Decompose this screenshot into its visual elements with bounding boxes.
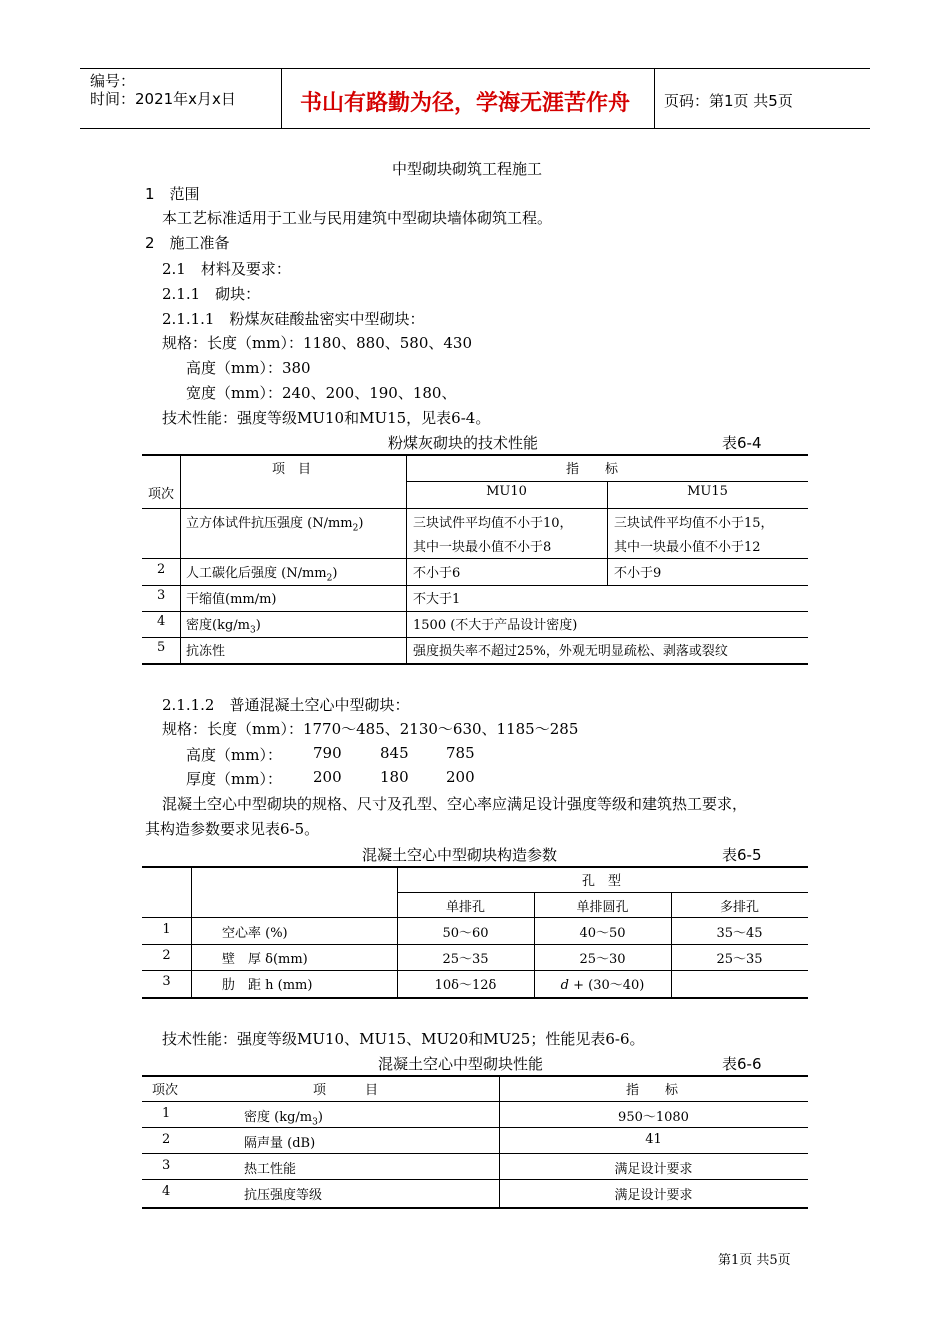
t64-r2-mu10: 不小于6 xyxy=(413,566,461,581)
spec2-thickness-label: 厚度（mm）： xyxy=(186,770,282,788)
table-6-5-number: 表6-5 xyxy=(722,846,762,864)
paragraph-line1: 混凝土空心中型砌块的规格、尺寸及孔型、空心率应满足设计强度等级和建筑热工要求， xyxy=(162,795,748,813)
t65-header-col3: 多排孔 xyxy=(719,900,759,915)
t65-r3-item: 肋 距 h (mm) xyxy=(222,978,313,993)
t64-r3-item: 干缩值(mm/m) xyxy=(186,592,277,607)
t65-r3-col1: 10δ～12δ xyxy=(434,978,497,993)
t66-r4-index: 4 xyxy=(162,1184,171,1199)
table-6-4-title: 粉煤灰砌块的技术性能 xyxy=(388,434,539,452)
spec2-thickness-2: 180 xyxy=(380,768,409,786)
spec2-height-2: 845 xyxy=(380,744,409,762)
t64-header-mu15: MU15 xyxy=(687,484,728,499)
t65-header-hole-type: 孔 型 xyxy=(582,874,622,889)
t64-r2-index: 2 xyxy=(157,562,166,577)
paragraph-line2: 其构造参数要求见表6-5。 xyxy=(145,820,320,838)
footer-page-number: 第1页 共5页 xyxy=(718,1253,791,1268)
perf2: 技术性能：强度等级MU10、MU15、MU20和MU25；性能见表6-6。 xyxy=(162,1030,645,1048)
t65-r2-col3: 25～35 xyxy=(716,952,763,967)
t65-r3-index: 3 xyxy=(162,974,171,989)
t64-header-item: 项 目 xyxy=(272,462,312,477)
t64-r1-mu10-line2: 其中一块最小值不小于8 xyxy=(413,540,552,555)
spec1-height: 高度（mm）：380 xyxy=(186,359,311,377)
t65-r2-index: 2 xyxy=(162,948,171,963)
section-2-1-1-2: 2.1.1.2 普通混凝土空心中型砌块： xyxy=(162,696,410,714)
t66-r1-index: 1 xyxy=(162,1106,171,1121)
spec1-length: 规格：长度（mm）：1180、880、580、430 xyxy=(162,334,473,352)
t65-r2-item: 壁 厚 δ(mm) xyxy=(222,952,308,967)
t66-r4-item: 抗压强度等级 xyxy=(244,1188,323,1203)
t64-header-mu10: MU10 xyxy=(486,484,527,499)
t64-r1-mu15-line1: 三块试件平均值不小于15， xyxy=(614,516,774,531)
t64-r2-mu15: 不小于9 xyxy=(614,566,662,581)
section-2-1: 2.1 材料及要求： xyxy=(162,260,291,278)
table-6-5-title: 混凝土空心中型砌块构造参数 xyxy=(362,846,558,864)
t66-header-index: 项次 xyxy=(152,1083,179,1098)
t64-r1-mu10-line1: 三块试件平均值不小于10， xyxy=(413,516,573,531)
t64-r1-item: 立方体试件抗压强度 $(N/mm_2)$ xyxy=(186,516,364,534)
t65-r2-col2: 25～30 xyxy=(579,952,626,967)
t64-r4-index: 4 xyxy=(157,614,166,629)
section-2-heading: 2 施工准备 xyxy=(145,234,230,252)
t65-r2-col1: 25～35 xyxy=(442,952,489,967)
t66-r3-index: 3 xyxy=(162,1158,171,1173)
t65-r1-col2: 40～50 xyxy=(579,926,626,941)
spec2-height-1: 790 xyxy=(313,744,342,762)
t64-r5-index: 5 xyxy=(157,640,166,655)
t64-header-indicator: 指 标 xyxy=(566,462,619,477)
t66-header-item: 项 目 xyxy=(313,1083,379,1098)
table-6-6-number: 表6-6 xyxy=(722,1055,762,1073)
t64-r2-item: 人工碳化后强度 $(N/mm_2)$ xyxy=(186,566,338,584)
t65-header-col1: 单排孔 xyxy=(445,900,485,915)
spec2-thickness-3: 200 xyxy=(446,768,475,786)
table-6-4-number: 表6-4 xyxy=(722,434,762,452)
t66-r3-value: 满足设计要求 xyxy=(614,1162,693,1177)
spec2-length: 规格：长度（mm）：1770～485、2130～630、1185～285 xyxy=(162,720,579,738)
t64-r5-item: 抗冻性 xyxy=(186,644,226,659)
number-label: 编号： xyxy=(90,72,136,90)
t64-header-index: 项次 xyxy=(148,487,175,502)
spec2-height-3: 785 xyxy=(446,744,475,762)
section-1-text: 本工艺标准适用于工业与民用建筑中型砌块墙体砌筑工程。 xyxy=(162,209,553,227)
t66-r1-value: 950～1080 xyxy=(618,1110,689,1125)
table-6-6-title: 混凝土空心中型砌块性能 xyxy=(378,1055,544,1073)
t65-r1-item: 空心率 (%) xyxy=(222,926,288,941)
t66-r2-value: 41 xyxy=(645,1132,662,1147)
spec1-width: 宽度（mm）：240、200、190、180、 xyxy=(186,384,457,402)
section-2-1-1: 2.1.1 砌块： xyxy=(162,285,261,303)
time-label: 时间：2021年x月x日 xyxy=(90,90,236,108)
perf1: 技术性能：强度等级MU10和MU15，见表6-4。 xyxy=(162,409,491,427)
t64-r3-value: 不大于1 xyxy=(413,592,461,607)
motto: 书山有路勤为径，学海无涯苦作舟 xyxy=(300,91,631,116)
t65-r3-col2: d + (30～40) xyxy=(560,978,645,993)
t65-r1-col3: 35～45 xyxy=(716,926,763,941)
spec2-height-label: 高度（mm）： xyxy=(186,746,282,764)
t66-r2-index: 2 xyxy=(162,1132,171,1147)
doc-title: 中型砌块砌筑工程施工 xyxy=(392,160,543,178)
t64-r4-value: 1500 (不大于产品设计密度) xyxy=(413,618,578,633)
section-2-1-1-1: 2.1.1.1 粉煤灰硅酸盐密实中型砌块： xyxy=(162,310,425,328)
t66-header-indicator: 指 标 xyxy=(626,1083,679,1098)
t65-header-col2: 单排圆孔 xyxy=(576,900,629,915)
page-label: 页码：第1页 共5页 xyxy=(664,92,793,110)
t64-r5-value: 强度损失率不超过25%，外观无明显疏松、剥落或裂纹 xyxy=(413,644,728,659)
t66-r2-item: 隔声量 (dB) xyxy=(244,1136,316,1151)
t64-r1-mu15-line2: 其中一块最小值不小于12 xyxy=(614,540,761,555)
section-1-heading: 1 范围 xyxy=(145,185,200,203)
t66-r1-item: 密度 $(kg/m_3)$ xyxy=(244,1110,323,1128)
spec2-thickness-1: 200 xyxy=(313,768,342,786)
t66-r3-item: 热工性能 xyxy=(244,1162,297,1177)
t64-r3-index: 3 xyxy=(157,588,166,603)
t65-r1-index: 1 xyxy=(162,922,171,937)
t66-r4-value: 满足设计要求 xyxy=(614,1188,693,1203)
t65-r1-col1: 50～60 xyxy=(442,926,489,941)
t64-r4-item: 密度$(kg/m_3)$ xyxy=(186,618,261,636)
